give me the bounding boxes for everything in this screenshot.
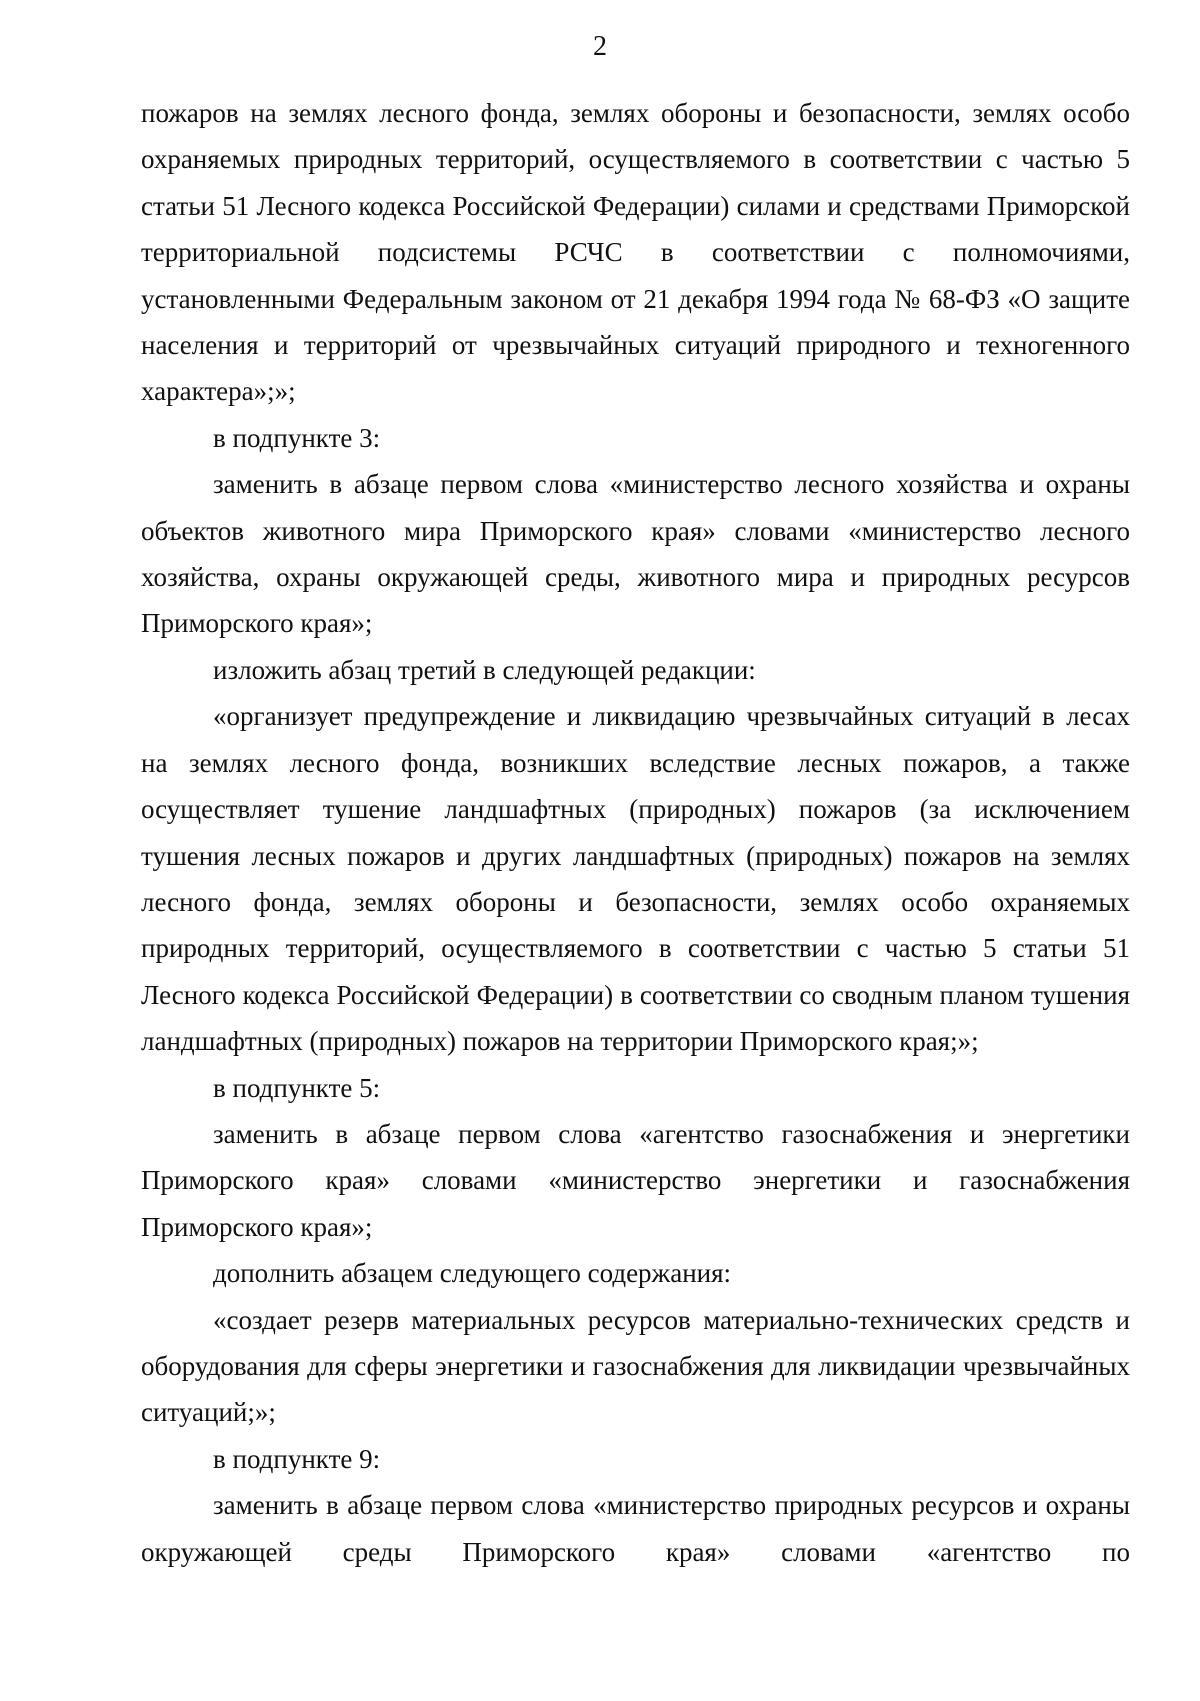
paragraph-creates-reserve: «создает резерв материальных ресурсов материально-технических средств и оборудования для сферы энергетики и газоснабжения для ликвидации чрезвычайных ситуаций;»; xyxy=(141,1304,1130,1428)
paragraph-replace-gas-energy: заменить в абзаце первом слова «агентство газоснабжения и энергетики Приморского края» словами «министерство энергетики и газоснабжения Приморского края»; xyxy=(141,1118,1130,1242)
paragraph-replace-natural-resources: заменить в абзаце первом слова «министерство природных ресурсов и охраны окружающей среды Приморского края» словами «агентство по xyxy=(141,1490,1130,1567)
document-body xyxy=(141,90,1130,1575)
paragraph-restate-third: изложить абзац третий в следующей редакции: xyxy=(213,654,756,685)
paragraph-subpoint-5: в подпункте 5: xyxy=(213,1072,381,1103)
paragraph-add-paragraph: дополнить абзацем следующего содержания: xyxy=(213,1258,732,1289)
page-number: 2 xyxy=(593,31,607,62)
paragraph-subpoint-9: в подпункте 9: xyxy=(213,1443,381,1474)
paragraph-replace-ministry-forestry: заменить в абзаце первом слова «министерство лесного хозяйства и охраны объектов животного мира Приморского края» словами «министерство лесного хозяйства, охраны окружающей среды, животного мира и природных ресурсов Приморского края»; xyxy=(141,469,1130,639)
paragraph-subpoint-3: в подпункте 3: xyxy=(213,422,381,453)
paragraph-continuation: пожаров на землях лесного фонда, землях обороны и безопасности, землях особо охраняемых природных территорий, осуществляемого в соответствии с частью 5 статьи 51 Лесного кодекса Российской Федерации) силами и средствами Приморской территориальной подсистемы РСЧС в соответствии с полномочиями, установленными Федеральным законом от 21 декабря 1994 года № 68-ФЗ «О защите населения и территорий от чрезвычайных ситуаций природного и техногенного характера»;»; xyxy=(141,98,1130,407)
paragraph-organizes-prevention: «организует предупреждение и ликвидацию чрезвычайных ситуаций в лесах на землях лесного фонда, возникших вследствие лесных пожаров, а также осуществляет тушение ландшафтных (природных) пожаров (за исключением тушения лесных пожаров и других ландшафтных (природных) пожаров на землях лесного фонда, землях обороны и безопасности, землях особо охраняемых природных территорий, осуществляемого в соответствии с частью 5 статьи 51 Лесного кодекса Российской Федерации) в соответствии со сводным планом тушения ландшафтных (природных) пожаров на территории Приморского края;»; xyxy=(141,701,1130,1057)
